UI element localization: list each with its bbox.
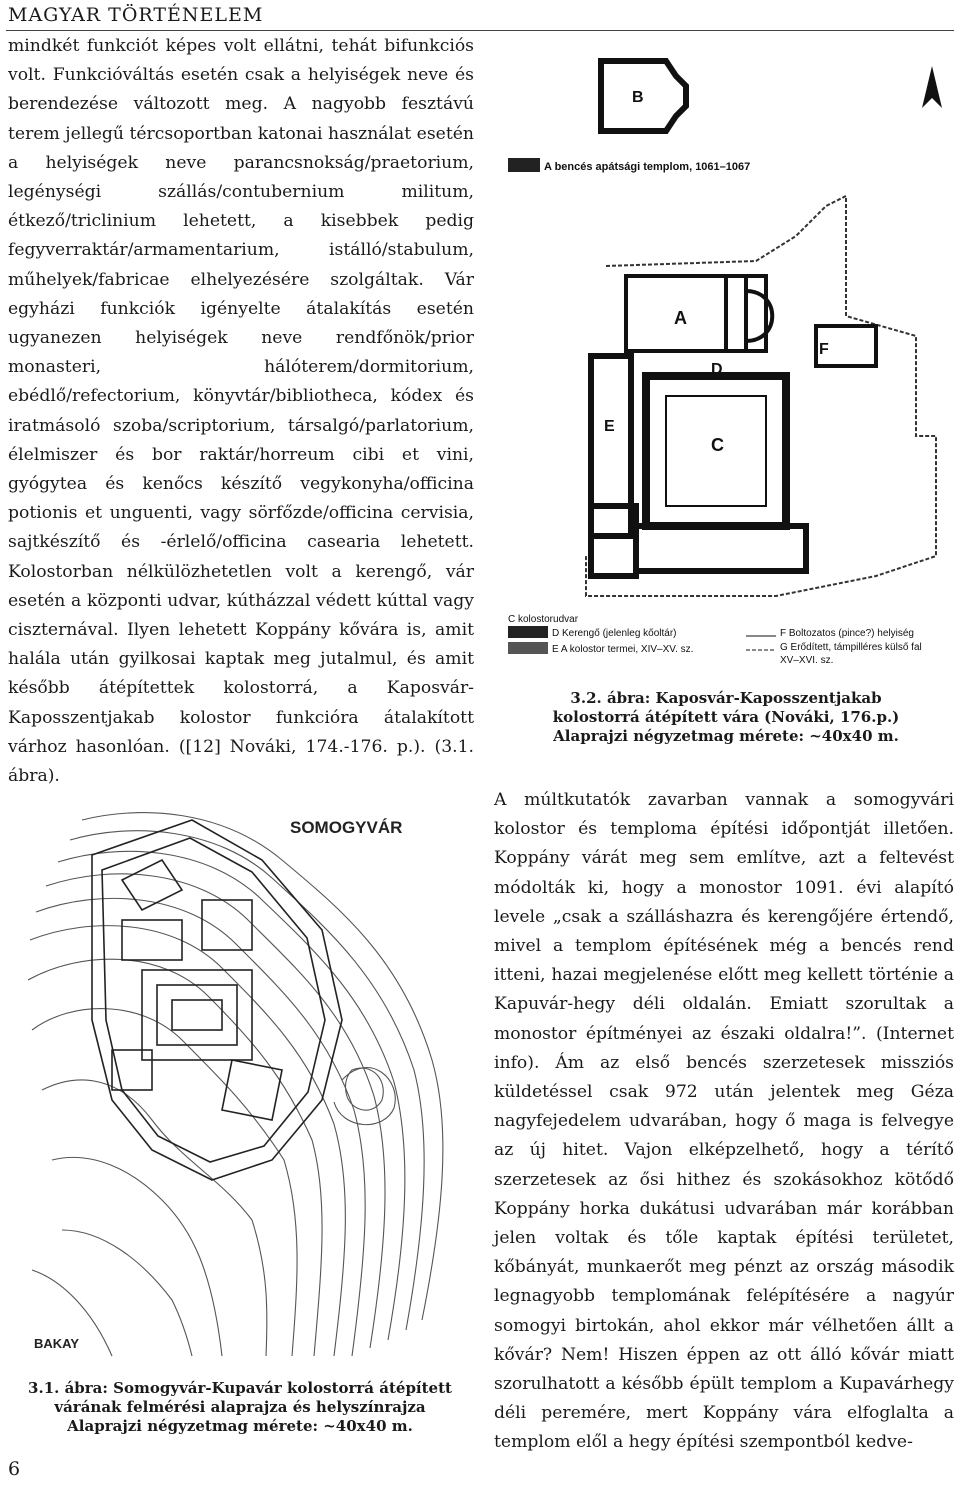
figure-3-1-map	[22, 800, 462, 1360]
right-column	[494, 786, 954, 1458]
map-corner-label: BAKAY	[34, 1336, 80, 1351]
legend-header: A bencés apátsági templom, 1061–1067	[544, 161, 751, 173]
label-a: A	[674, 308, 687, 328]
header-rule	[6, 30, 954, 31]
legend-swatch-e	[508, 642, 548, 654]
left-column	[8, 32, 474, 791]
caption-3-2-line1: 3.2. ábra: Kaposvár-Kaposszentjakab	[570, 689, 882, 707]
page-number: 6	[8, 1458, 21, 1480]
left-paragraph: mindkét funkciót képes volt ellátni, tehát bifunkciós volt. Funkcióváltás esetén csak a helyiségek neve és berendezése változott meg. A nagyobb fesztávú terem jellegű tércsoportban katonai használat esetén a helyiségek neve parancsnokság/praetorium, legénységi szállás/contubernium militum, étkező/triclinium lehetett, a kisebbek pedig fegyverraktár/armamentarium, istálló/stabulum, műhelyek/fabricae elhelyezésére szolgáltak. Vár egyházi funkciók igényelte átalakítás esetén ugyanezen helyiségek neve rendfőnök/prior monasteri, hálóterem/dormitorium, ebédlő/refectorium, könyvtár/bibliotheca, kódex és iratmásoló szoba/scriptorium, társalgó/parlatorium, élelmiszer és bor raktár/horreum cibi et vini, gyógytea és kenőcs készítő vegykonyha/officina potionis et unguenti, vagy sörfőzde/officina cervisia, sajtkészítő és -érlelő/officina casearia lehetett. Kolostorban nélkülözhetetlen volt a kerengő, vár esetén a központi udvar, kútházzal védett kúttal vagy ciszternával. Ilyen lehetett Koppány kővára is, amit halála után gyilkosai kaptak meg jutalmul, és amit később átépítettek kolostorrá, a Kaposvár-Kaposszentjakab kolostor funkcióra átalakított várhoz hasonlóan. ([12] Nováki, 174.-176. p.). (3.1. ábra).	[8, 36, 474, 787]
running-title: MAGYAR TÖRTÉNELEM	[8, 4, 264, 26]
legend-g1: G Erődített, támpilléres külső fal	[780, 642, 922, 653]
map-title: SOMOGYVÁR	[290, 818, 403, 837]
kaposszentjakab-floor-plan	[496, 36, 956, 686]
legend-c: C kolostorudvar	[508, 614, 579, 625]
label-e: E	[604, 418, 615, 435]
figure-3-1-caption	[20, 1379, 460, 1436]
right-paragraph: A múltkutatók zavarban vannak a somogyvári kolostor és temploma építési időpontját illetően. Koppány várát meg sem említve, azt a feltevést módolták ki, hogy a monostor 1091. évi alapító levele „csak a szálláshazra és kerengőjére értendő, mivel a templom építésének még a bencés rend itteni, hazai megjelenése előtt meg kellett történie a Kapuvár-hegy déli oldalán. Emiatt szorultak a monostor építményei az északi oldalra!”. (Internet info). Ám az első bencés szerzetesek missziós küldetéssel csak 972 után jelentek meg Géza nagyfejedelem udvarában, hogy ő maga is felvegye az új hitet. Vajon elképzelhető, hogy a térítő szerzetesek az ősi hithez és szokásokhoz kötődő Koppány horka dukátusi udvarában már korábban jelen voltak és tőle kaptak építési területet, kőbányát, munkaerőt meg pénzt az ország második legnagyobb templomának felépítésére a nagyúr somogyi birtokán, ahol ekkor már vélhetően állt a kővár? Nem! Hiszen éppen az ott álló kővár miatt szorulhatott a később épült templom a Kupavárhegy déli peremére, mert Koppány vára elfoglalta a templom elől a hegy építési szempontból kedve-	[494, 790, 954, 1453]
caption-3-2-line2: kolostorrá átépített vára (Nováki, 176.p.)	[552, 708, 900, 726]
north-arrow-icon	[922, 66, 942, 108]
caption-3-1-line2: várának felmérési alaprajza és helyszínrajza	[54, 1398, 426, 1416]
legend-swatch-d	[508, 626, 548, 638]
label-d: D	[711, 361, 723, 378]
legend-e: E A kolostor termei, XIV–XV. sz.	[552, 644, 694, 655]
caption-3-1-line3: Alaprajzi négyzetmag mérete: ~40x40 m.	[67, 1417, 413, 1435]
legend-g2: XV–XVI. sz.	[780, 655, 834, 666]
label-c: C	[711, 435, 724, 455]
label-f: F	[819, 341, 829, 358]
caption-3-2-line3: Alaprajzi négyzetmag mérete: ~40x40 m.	[553, 727, 899, 745]
legend-f: F Boltozatos (pince?) helyiség	[780, 628, 914, 639]
label-b: B	[632, 89, 644, 106]
legend-d: D Kerengő (jelenleg kőoltár)	[552, 628, 677, 639]
figure-3-2-plan	[496, 36, 956, 686]
figure-3-2-caption	[496, 689, 956, 746]
caption-3-1-line1: 3.1. ábra: Somogyvár-Kupavár kolostorrá átépített	[28, 1379, 452, 1397]
legend-swatch-dark	[508, 158, 540, 172]
somogyvar-site-plan	[22, 800, 462, 1360]
